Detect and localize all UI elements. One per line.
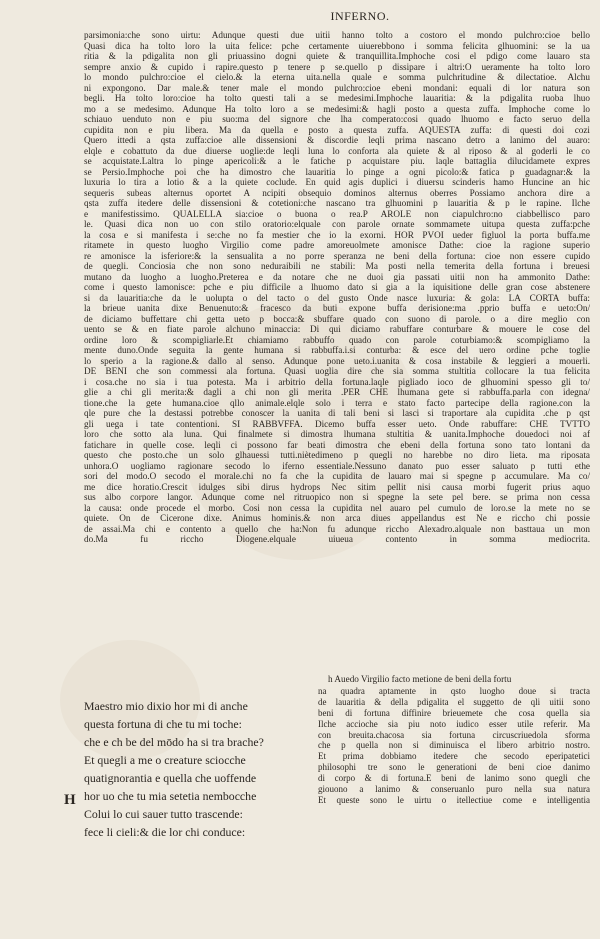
commentary-line: le. Quasi dica non uo con stilo oratorio:elquale con parole ornate sommamete uitupa questa zuffa:pche: [84, 219, 590, 229]
verse-line: Et quegli a me o creature sciocche: [84, 753, 246, 767]
verse-line: che e ch be del mōdo ha si tra brache?: [84, 735, 264, 749]
commentary-line: uento se & en fiate parole alchuno minaccia: Di qui diciamo rabuffare conturbare & mouere le cose del: [84, 324, 590, 334]
gloss-line: de lauaritia & della pdigalita el suggetto de qli uitii sono: [318, 696, 590, 707]
gloss-line: Ilche accioche sia piu noto iudico esser utile referir. Ma: [318, 718, 590, 729]
commentary-line: glie a chi gli merita:& dagli a chi non gli merita .PER CHE lhumana gete si rabbuffa.parla con idegna/: [84, 387, 590, 397]
commentary-line: parsimonia:che sono uirtu: Adunque questi due uitii hanno tolto a costoro el mondo pulchro:cioe bello: [84, 30, 590, 40]
commentary-line: cupidita non e piu libera. Ma da quella e posto a questa zuffa. AQUESTA zuffa: di questi doi cozi: [84, 124, 590, 135]
commentary-line: la brieue uanita dixe Benuenuto:& fracesco da buti expone buffa derisione:ma .pprio buffa e ueto:On/: [84, 303, 590, 313]
commentary-line: sori del modo.O secodo el morale.chi no fa che la cupidita de lauaro mai si spegne p accumulare. Ma co/: [84, 471, 590, 481]
commentary-line: ritia & la pdigalita non gli priuassino dogni quiete & tranquillita.Imphoche cosi el pdigo come lauaro sta: [84, 51, 590, 61]
commentary-line: me dice horatio.Crescit idulges sibi dirus hydrops Nec sitim pellit nisi causa morbi fugerit prius aquo: [84, 481, 590, 492]
commentary-line: Quero ittedi a qsta zuffa:cioe alle dissensioni & discordie leqli prima nascano detro a lanimo del auaro:: [84, 135, 590, 145]
commentary-line: unhora.O uogliamo ragionare secodo lo iferno essentiale.Nessuno danato puo esser saluato p tutti ethe: [84, 460, 590, 471]
commentary-line: se acquistate.Laltra lo pinge apericoli:& a le fatiche p acquistare piu. laqle battaglia dilucidamete expres: [84, 156, 590, 166]
gloss-heading-line: h Auedo Virgilio facto metione de beni della fortu: [328, 674, 512, 684]
gloss-line: philosophi tre sono le generationi de beni cioe danimo: [318, 762, 590, 773]
commentary-line: ordine loro & scompigliarle.Et chiamiamo rabbuffo quado con parole coturbiamo:& scompigliamo la: [84, 334, 590, 345]
gloss-line: Et queste sono le uirtu o itellectiue come e intelligentia: [318, 794, 590, 805]
commentary-line: lo mondo pulchro:cioe el cielo.& la eterna uita.nella quale e somma pulchritudine & dilectatioe. Alchu: [84, 72, 590, 82]
commentary-line: mente duno.Onde seguita la gente humana si rabbuffa.i.si conturba: & esce del uero ordine pche toglie: [84, 345, 590, 355]
commentary-line: questo che posto.che un solo glhauessi tutti.niètedimeno p quegli no harebbe no diro lieta. ma riposata: [84, 450, 590, 460]
commentary-text: [84, 30, 590, 545]
gloss-line: che p quella non si diminuisca el libero arbitrio nostro.: [318, 740, 590, 751]
commentary-line: come i questo lamonisce: pche e piu difficile a lhuomo dato si gia a la iquisitione delle gran cose abstenere: [84, 282, 590, 292]
commentary-line: la causa: onde procede el morbo. Cosi non cessa la cupidita nel auaro pel cumulo de loro.se la mete no se: [84, 502, 590, 513]
commentary-line: e manifestissimo. QUALELLA sia:cioe o buona o rea.P AROLE non ciapulchro:no ciabbellisco paro: [84, 208, 590, 219]
commentary-line: si da lauaritia:che da le uolupta o del tacto o del gusto Onde nasce luxuria: & gola: LA CORTA buffa:: [84, 292, 590, 303]
commentary-line: de quegli. Conciosia che non sono neduraibili ne stabili: Ma posti nella temerita della fortuna i breuesi: [84, 261, 590, 271]
commentary-line: sequeris subeas alternus oportet A ncipiti obsequio dominos alternus oberres Possiamo anchora dire a: [84, 187, 590, 198]
gloss-line: giouono a lanimo & conseruanlo puro nella sua natura: [318, 784, 590, 795]
commentary-line: mo a se medesimo. Adunque Ha tolto loro a se medesimi:& hagli posto a questa zuffa. Imphoche come lo: [84, 103, 590, 114]
commentary-line: lo sperio a la ragione.& dallo al senso. Adunque pone ueto.i.uanita & cosa instabile & leggieri a mouerli.: [84, 355, 590, 366]
commentary-line: quiete. On de Cicerone dixe. Animus hominis.& non arca diues appellandus est Ne e riccho chi possie: [84, 513, 590, 523]
gloss-line: beni di fortuna diffinire brieuemete che cosa quella sia: [318, 707, 590, 718]
commentary-line: luxuria lo tira a lotio & a la quiete coclude. En quid agis duplici i diuersu scinderis hamo Huncine an hic: [84, 177, 590, 187]
commentary-line: tione.che la gete humana.cioe qllo animale.elqle solo i terra e stato facto partecipe della ragione.con la: [84, 397, 590, 408]
commentary-line: fatichare in quelle cose. leqli ci possono far beati dimostra che ebeni della fortuna sono tato lontani da: [84, 439, 590, 450]
verse-line: quatignorantia e quella che uoffende: [84, 771, 257, 785]
gloss-text: [318, 686, 590, 806]
commentary-line: la cosa e si manifesta i se:che no fa mestier che io la exorni. HOR PVOI ueder figluol la porta buffa.me: [84, 229, 590, 240]
commentary-line: ni expongono. Dar male.& tener male el mondo pulchro:cioe ebeni mondani: equali di lor natura son: [84, 82, 590, 93]
page-title: INFERNO.: [330, 9, 390, 23]
gloss-line: con breuita.chacosa sia fortuna circuscriuedola sforma: [318, 729, 590, 740]
verse-line: questa fortuna di che tu mi toche:: [84, 717, 242, 731]
commentary-line: se Persio.Imphoche poi che ha dimostro che lauaritia lo pinge a ogni picolo:& fatica p guadagnar:& la: [84, 166, 590, 177]
gloss-line: di corpo & di fortuna.E beni de lanimo sono quegli che: [318, 773, 590, 784]
commentary-line: loro che sotto ala luna. Qui finalmete si dimostra lhumana stultitia & uanita.Imphoche douedoci noi af: [84, 429, 590, 439]
commentary-line: elqle e cobattuto da due diuerse uoglie:de leqli luna lo conforta ala quiete & al riposo & al goderli le co: [84, 145, 590, 156]
verse-line: Colui lo cui sauer tutto trascende:: [84, 807, 243, 821]
commentary-line: gli uega i tate contentioni. SI RABBVFFA. Dicemo buffa esser ueto. Onde rabuffare: CHE TVTTO: [84, 418, 590, 429]
commentary-line: do.Ma fu riccho Diogene.elquale uiueua contento in somma mediocrita.: [84, 534, 590, 544]
commentary-line: i cosa.che no sia i tua potesta. Ma i arbitrio della fortuna.laqle pigliado ioco de glhuomini spesso gli to/: [84, 376, 590, 387]
commentary-line: re amonisce la isferiore:& la sensualita a no porre speranza ne beni della fortuna: cioe non essere cupido: [84, 250, 590, 261]
gloss-line: Et prima dobbiamo itedere che secodo eperipatetici: [318, 751, 590, 762]
commentary-line: schiauo uenduto non e piu suo:ma del signore che lha comperato:cosi quado lhuomo e facto seruo della: [84, 114, 590, 124]
running-header: [0, 9, 600, 24]
verse-line: fece li cieli:& die lor chi conduce:: [84, 825, 246, 839]
verse-line: Maestro mio dixio hor mi di anche: [84, 699, 248, 713]
commentary-line: sempre anxio & cupido i rapire.questo p tenere p se.quello p dissipare i altri:O ueramente ha tolto loro: [84, 61, 590, 72]
commentary-line: mutano da luogho a luogho.Preterea e da notare che ne duoi gia passati uitii non ha ammonito Dathe:: [84, 271, 590, 282]
gloss-line: na quadra aptamente in qsto luogho doue si tracta: [318, 686, 590, 696]
commentary-line: de assai.Ma chi e contento a quello che ha:Non fu adunque riccho Alexadro.alquale non basttaua un mon: [84, 523, 590, 534]
commentary-line: sus albo corpore langor. Adunque come nel ritruopico non si spegne la sete pel bere. se prima non cessa: [84, 492, 590, 502]
commentary-line: begli. Ha tolto loro:cioe ha tolto questi tali a se medesimi.Imphoche lauaritia: & la pdigalita ruoba lhuo: [84, 93, 590, 103]
marginal-letter: H: [64, 792, 76, 808]
commentary-line: ritamete in questo luogho Virgilio come padre amoreuolmete amonisce Dathe: cioe la ragione superio: [84, 240, 590, 250]
verse-line: hor uo che tu mia setetia nembocche: [84, 789, 257, 803]
commentary-line: qle pure che la destassi potrebbe conoscer la uanita di tali beni si lasci si traportare ala cupidita .che p qst: [84, 408, 590, 418]
commentary-line: de diciamo buffettare chi getta ueto p bocca:& sbuffare quado con suono di parole. o a dire meglio con: [84, 313, 590, 324]
commentary-line: Quasi dica ha tolto loro la uita felice: pche certamente uiuerebbono i somma felicita glhuomini: se la ua: [84, 40, 590, 51]
commentary-line: DE BENI che son commessi ala fortuna. Quasi uoglia dire che sia somma stultitia collocare la tua felicita: [84, 366, 590, 376]
commentary-line: qsta zuffa itedere delle dissensioni & cotetioni:che nascano tra glhuomini p lauaritia & p le rapine. Ilche: [84, 198, 590, 208]
verse-block: [84, 697, 314, 841]
